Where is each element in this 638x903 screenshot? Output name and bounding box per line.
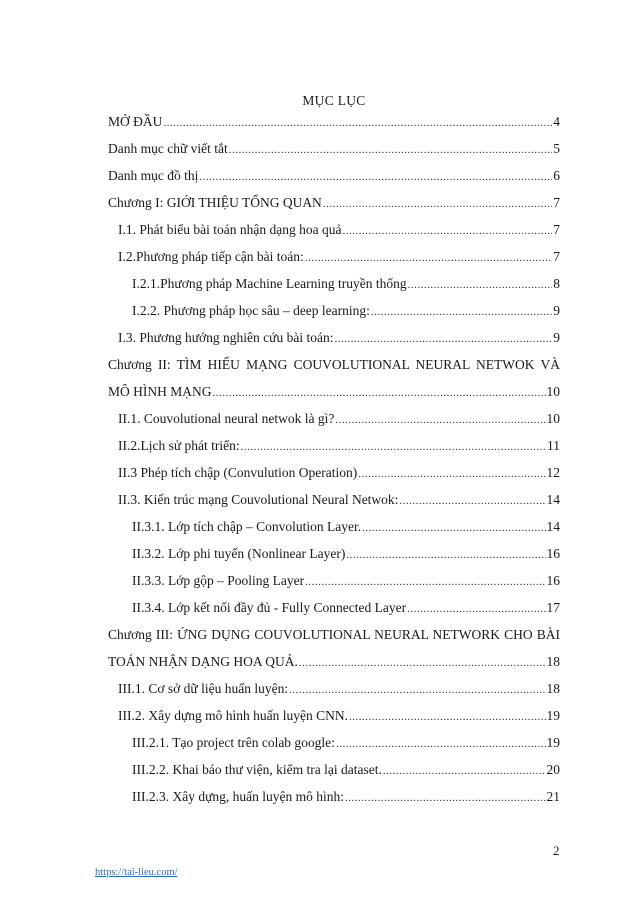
toc-entry[interactable] [108,216,560,243]
toc-entry[interactable] [108,756,560,783]
toc-entry-text: II.3 Phép tích chập (Convulution Operation) [118,465,358,480]
toc-entry-text-line2: MÔ HÌNH MẠNG [108,384,212,399]
toc-entry-text: III.2.2. Khai báo thư viện, kiểm tra lại dataset. [132,762,382,777]
toc-entry-page: 10 [546,411,560,426]
toc-entry-text: MỞ ĐẦU [108,114,163,129]
toc-entry[interactable] [108,405,560,432]
toc-entry-page: 16 [546,546,560,561]
dot-leader [199,164,552,191]
toc-entry-page: 20 [546,762,560,777]
toc-entry-text: I.2.1.Phương pháp Machine Learning truyền thống [132,276,407,291]
dot-leader [362,515,545,542]
toc-entry-page: 10 [546,384,560,399]
dot-leader [241,434,546,461]
toc-entry[interactable] [108,351,560,405]
toc-entry-page: 7 [553,249,560,264]
dot-leader [336,731,546,758]
toc-entry-page: 6 [553,168,560,183]
toc-entry[interactable] [108,432,560,459]
toc-entry-text: Chương I: GIỚI THIỆU TỔNG QUAN [108,195,322,210]
dot-leader [323,191,552,218]
toc-entry[interactable] [108,162,560,189]
toc-entry-page: 5 [553,141,560,156]
dot-leader [345,785,545,812]
toc-entry-text: II.3.3. Lớp gộp – Pooling Layer [132,573,305,588]
toc-entry-text: II.1. Couvolutional neural netwok là gì? [118,411,335,426]
toc-entry-text-line1: Chương III: ỨNG DỤNG COUVOLUTIONAL NEURAL NETWORK CHO BÀI [108,627,560,642]
toc-entry[interactable] [108,243,560,270]
dot-leader [305,245,552,272]
dot-leader [407,596,545,623]
toc-entry-page: 16 [546,573,560,588]
toc-entry[interactable] [108,567,560,594]
toc-entry[interactable] [108,135,560,162]
table-of-contents [108,108,560,810]
dot-leader [163,110,552,137]
toc-entry[interactable] [108,189,560,216]
dot-leader [289,677,545,704]
toc-entry-text: I.2.2. Phương pháp học sâu – deep learning: [132,303,370,318]
toc-entry-text: II.3.1. Lớp tích chập – Convolution Layer. [132,519,362,534]
toc-entry-page: 7 [553,195,560,210]
toc-title: MỤC LỤC [302,93,366,108]
dot-leader [334,326,552,353]
toc-entry[interactable] [108,459,560,486]
dot-leader [349,704,545,731]
dot-leader [408,272,553,299]
toc-entry-page: 19 [546,735,560,750]
toc-entry[interactable] [108,783,560,810]
toc-entry-text: I.3. Phương hướng nghiên cứu bài toán: [118,330,334,345]
toc-entry-text: II.3. Kiến trúc mạng Couvolutional Neural Netwok: [118,492,399,507]
dot-leader [371,299,552,326]
dot-leader [335,407,545,434]
toc-entry[interactable] [108,702,560,729]
toc-entry-text-line2: TOÁN NHẬN DẠNG HOA QUẢ. [108,654,298,669]
toc-entry[interactable] [108,486,560,513]
toc-entry-text: II.2.Lịch sử phát triển: [118,438,240,453]
toc-entry-text: II.3.4. Lớp kết nối đầy đủ - Fully Connected Layer [132,600,407,615]
toc-entry-text: III.2.1. Tạo project trên colab google: [132,735,335,750]
dot-leader [229,137,552,164]
toc-entry-text: III.2.3. Xây dựng, huấn luyện mô hình: [132,789,345,804]
toc-entry-text: I.2.Phương pháp tiếp cận bài toán: [118,249,304,264]
toc-entry-page: 9 [553,303,560,318]
toc-entry[interactable] [108,297,560,324]
toc-entry[interactable] [108,270,560,297]
toc-entry[interactable] [108,513,560,540]
toc-entry-page: 19 [546,708,560,723]
toc-entry-page: 17 [546,600,560,615]
toc-entry-page: 14 [546,519,560,534]
toc-entry-page: 21 [546,789,560,804]
dot-leader [299,650,546,677]
toc-entry-text: III.2. Xây dựng mô hình huấn luyện CNN. [118,708,349,723]
toc-entry-text: Danh mục chữ viết tắt [108,141,228,156]
toc-entry[interactable] [108,108,560,135]
toc-entry-page: 8 [553,276,560,291]
dot-leader [383,758,546,785]
toc-entry-page: 18 [546,681,560,696]
toc-entry[interactable] [108,675,560,702]
toc-entry-text: II.3.2. Lớp phi tuyến (Nonlinear Layer) [132,546,346,561]
page-number: 2 [553,843,560,858]
dot-leader [399,488,545,515]
toc-entry[interactable] [108,621,560,675]
toc-entry-text: Danh mục đồ thị [108,168,199,183]
footer-link[interactable]: https://tai-lieu.com/ [95,867,178,878]
dot-leader [213,380,546,407]
dot-leader [346,542,545,569]
toc-entry-text: I.1. Phát biểu bài toán nhận dạng hoa quả [118,222,342,237]
dot-leader [305,569,545,596]
toc-entry-page: 4 [553,114,560,129]
toc-entry-text: III.1. Cơ sở dữ liệu huấn luyện: [118,681,289,696]
toc-entry-page: 18 [546,654,560,669]
toc-entry-text-line1: Chương II: TÌM HIỂU MẠNG COUVOLUTIONAL NEURAL NETWOK VÀ [108,357,560,372]
toc-entry-page: 12 [546,465,560,480]
toc-entry-page: 9 [553,330,560,345]
toc-entry-page: 14 [546,492,560,507]
toc-entry[interactable] [108,324,560,351]
toc-entry-page: 7 [553,222,560,237]
toc-entry[interactable] [108,594,560,621]
dot-leader [358,461,545,488]
toc-entry[interactable] [108,729,560,756]
toc-entry[interactable] [108,540,560,567]
toc-entry-page: 11 [547,438,560,453]
dot-leader [342,218,552,245]
